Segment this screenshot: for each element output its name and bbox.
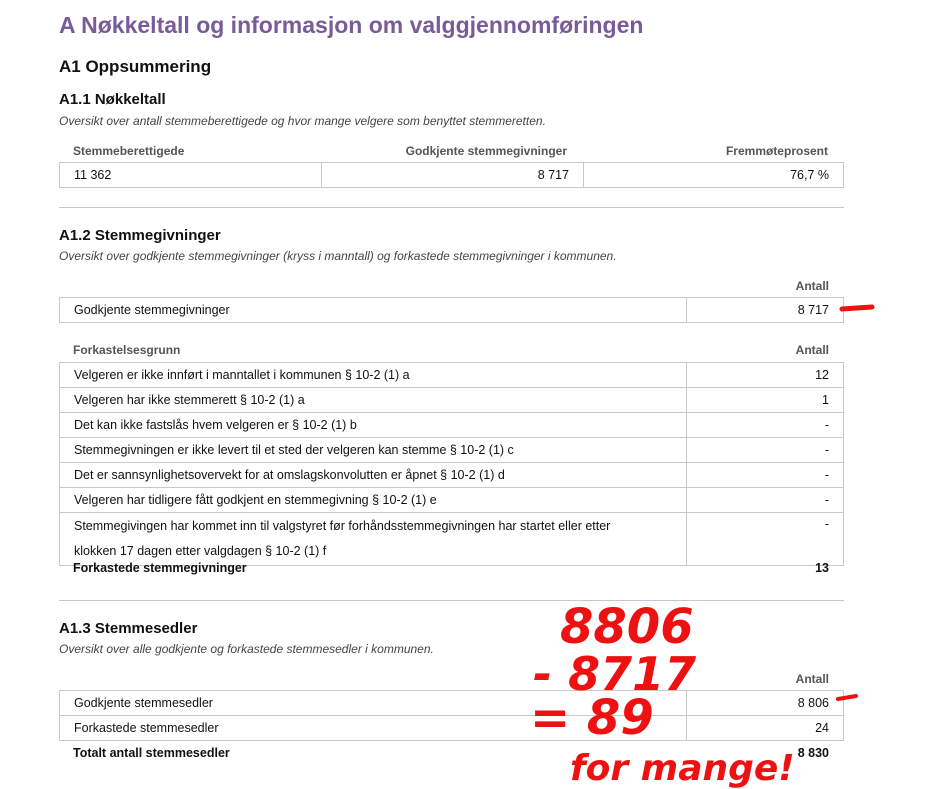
turnout-value: 76,7 % [584, 163, 844, 188]
ballot-count: 8 806 [687, 691, 844, 716]
reason-label: Velgeren har tidligere fått godkjent en stemmegivning § 10-2 (1) e [60, 488, 687, 513]
reason-count: - [687, 413, 844, 438]
column-header-turnout: Fremmøteprosent [725, 144, 828, 158]
antall-header: Antall [795, 343, 829, 357]
marker-dash [842, 307, 872, 309]
annotation-line-4: for mange! [570, 748, 795, 789]
reason-count: 1 [687, 388, 844, 413]
antall-header: Antall [795, 672, 829, 686]
section-description-a13: Oversikt over alle godkjente og forkastede stemmesedler i kommunen. [59, 642, 434, 656]
rejected-total-value: 13 [815, 561, 829, 575]
reason-label: Stemmegivningen er ikke levert til et sted der velgeren kan stemme § 10-2 (1) c [60, 438, 687, 463]
annotation-line-2: - 8717 [533, 647, 697, 701]
rejection-reason-header: Forkastelsesgrunn [73, 343, 181, 357]
eligible-voters-value: 11 362 [60, 163, 322, 188]
section-description-a12: Oversikt over godkjente stemmegivninger (kryss i manntall) og forkastede stemmegivninger i kommunen. [59, 249, 617, 263]
section-title-a1: A1 Oppsummering [59, 57, 212, 76]
reason-count: 12 [687, 363, 844, 388]
marker-dash [838, 696, 856, 699]
reason-label: Stemmegivingen har kommet inn til valgstyret før forhåndsstemmegivningen har startet eller etter klokken 17 dagen etter valgdagen § 10-2 (1) f [60, 513, 687, 566]
reason-count: - [687, 513, 844, 566]
ballot-label: Forkastede stemmesedler [60, 716, 687, 741]
approved-votes-value: 8 717 [322, 163, 584, 188]
reason-label: Velgeren er ikke innført i manntallet i kommunen § 10-2 (1) a [60, 363, 687, 388]
reason-count: - [687, 488, 844, 513]
ballot-label: Godkjente stemmesedler [60, 691, 687, 716]
column-header-eligible: Stemmeberettigede [73, 144, 185, 158]
reason-count: - [687, 438, 844, 463]
ballots-total-label: Totalt antall stemmesedler [73, 746, 230, 760]
reason-count: - [687, 463, 844, 488]
antall-header: Antall [795, 279, 829, 293]
rejected-total-label: Forkastede stemmegivninger [73, 561, 247, 575]
reason-label: Det kan ikke fastslås hvem velgeren er § 10-2 (1) b [60, 413, 687, 438]
section-title-a11: A1.1 Nøkkeltall [59, 91, 166, 108]
annotation-line-3: = 89 [530, 690, 654, 746]
section-title-a12: A1.2 Stemmegivninger [59, 227, 221, 244]
reason-label: Velgeren har ikke stemmerett § 10-2 (1) a [60, 388, 687, 413]
ballots-total-value: 8 830 [797, 746, 829, 760]
approved-votes-label: Godkjente stemmegivninger [60, 298, 687, 323]
page-title: A Nøkkeltall og informasjon om valggjennomføringen [59, 12, 644, 38]
section-title-a13: A1.3 Stemmesedler [59, 620, 198, 637]
column-header-approved: Godkjente stemmegivninger [405, 144, 567, 158]
annotation-line-1: 8806 [560, 599, 694, 655]
approved-votes-count: 8 717 [687, 298, 844, 323]
section-description-a11: Oversikt over antall stemmeberettigede og hvor mange velgere som benyttet stemmeretten. [59, 114, 546, 128]
ballot-count: 24 [687, 716, 844, 741]
reason-label: Det er sannsynlighetsovervekt for at omslagskonvolutten er åpnet § 10-2 (1) d [60, 463, 687, 488]
